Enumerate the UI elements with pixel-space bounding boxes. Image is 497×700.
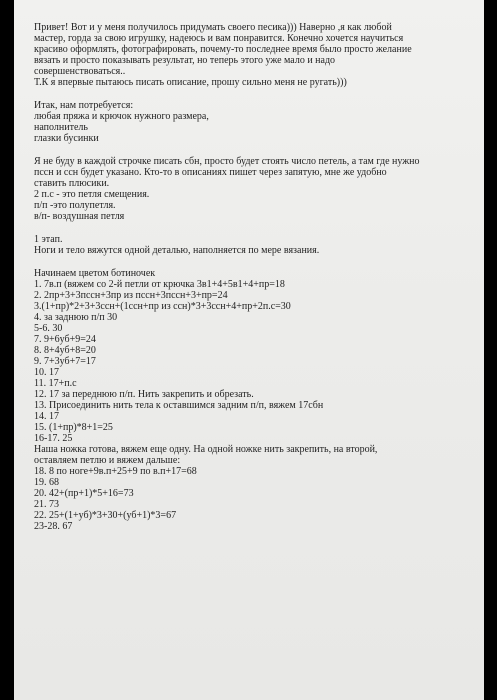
notes-paragraph — [34, 156, 474, 222]
step-line: 4. за заднюю п/п 30 — [34, 312, 118, 323]
step-line: 13. Присоединить нить тела к оставшимся задним п/п, вяжем 17сбн — [34, 400, 324, 411]
step-line: оставляем петлю и вяжем дальше: — [34, 455, 181, 466]
spacer — [34, 222, 474, 234]
step-line: 15. (1+пр)*8+1=25 — [34, 422, 113, 433]
step-line: 21. 73 — [34, 499, 59, 510]
step-line: Начинаем цветом ботиночек — [34, 268, 156, 279]
document-page — [14, 0, 484, 700]
text-line: 2 п.с - это петля смещения. — [34, 189, 150, 200]
spacer — [34, 144, 474, 156]
stage-heading — [34, 234, 474, 256]
document-text — [34, 22, 474, 532]
text-line: ставить плюсики. — [34, 178, 110, 189]
spacer — [34, 88, 474, 100]
text-line: мастер, горда за свою игрушку, надеюсь и вам понравится. Конечно хочется научиться — [34, 33, 404, 44]
text-line: Т.К я впервые пытаюсь писать описание, прошу сильно меня не ругать))) — [34, 77, 347, 88]
text-line: в/п- воздушная петля — [34, 211, 125, 222]
text-line: наполнитель — [34, 122, 88, 133]
text-line: любая пряжа и крючок нужного размера, — [34, 111, 209, 122]
step-line: 23-28. 67 — [34, 521, 73, 532]
spacer — [34, 256, 474, 268]
step-line: 8. 8+4уб+8=20 — [34, 345, 96, 356]
materials-list — [34, 100, 474, 144]
step-line: 2. 2пр+3+3пссн+3пр из пссн+3пссн+3+пр=24 — [34, 290, 228, 301]
step-line: 18. 8 по ноге+9в.п+25+9 по в.п+17=68 — [34, 466, 197, 477]
text-line: 1 этап. — [34, 234, 63, 245]
step-line: Наша ножка готова, вяжем еще одну. На одной ножке нить закрепить, на второй, — [34, 444, 378, 455]
step-line: 22. 25+(1+уб)*3+30+(уб+1)*3=67 — [34, 510, 177, 521]
text-line: Ноги и тело вяжутся одной деталью, наполняется по мере вязания. — [34, 245, 320, 256]
step-line: 1. 7в.п (вяжем со 2-й петли от крючка 3в1+4+5в1+4+пр=18 — [34, 279, 285, 290]
text-line: вязать и просто показывать результат, но теперь этого уже мало и надо — [34, 55, 336, 66]
step-line: 5-6. 30 — [34, 323, 63, 334]
pattern-steps — [34, 268, 474, 532]
text-line: совершенствоваться.. — [34, 66, 126, 77]
text-line: Привет! Вот и у меня получилось придумать своего песика))) Наверно ,я как любой — [34, 22, 392, 33]
step-line: 19. 68 — [34, 477, 59, 488]
intro-paragraph — [34, 22, 474, 88]
text-line: п/п -это полупетля. — [34, 200, 116, 211]
text-line: глазки бусинки — [34, 133, 99, 144]
step-line: 7. 9+6уб+9=24 — [34, 334, 96, 345]
step-line: 11. 17+п.с — [34, 378, 77, 389]
step-line: 16-17. 25 — [34, 433, 73, 444]
step-line: 12. 17 за переднюю п/п. Нить закрепить и обрезать. — [34, 389, 254, 400]
step-line: 9. 7+3уб+7=17 — [34, 356, 96, 367]
text-line: пссн и ссн будет указано. Кто-то в описаниях пишет через запятую, мне же удобно — [34, 167, 387, 178]
step-line: 10. 17 — [34, 367, 59, 378]
text-line: Я не буду в каждой строчке писать сбн, просто будет стоять число петель, а там где нужно — [34, 156, 420, 167]
step-line: 14. 17 — [34, 411, 59, 422]
step-line: 20. 42+(пр+1)*5+16=73 — [34, 488, 134, 499]
step-line: 3.(1+пр)*2+3+3ссн+(1ссн+пр из ссн)*3+3ссн+4+пр+2п.с=30 — [34, 301, 291, 312]
text-line: Итак, нам потребуется: — [34, 100, 134, 111]
text-line: красиво оформлять, фотографировать, почему-то последнее время было просто желание — [34, 44, 412, 55]
